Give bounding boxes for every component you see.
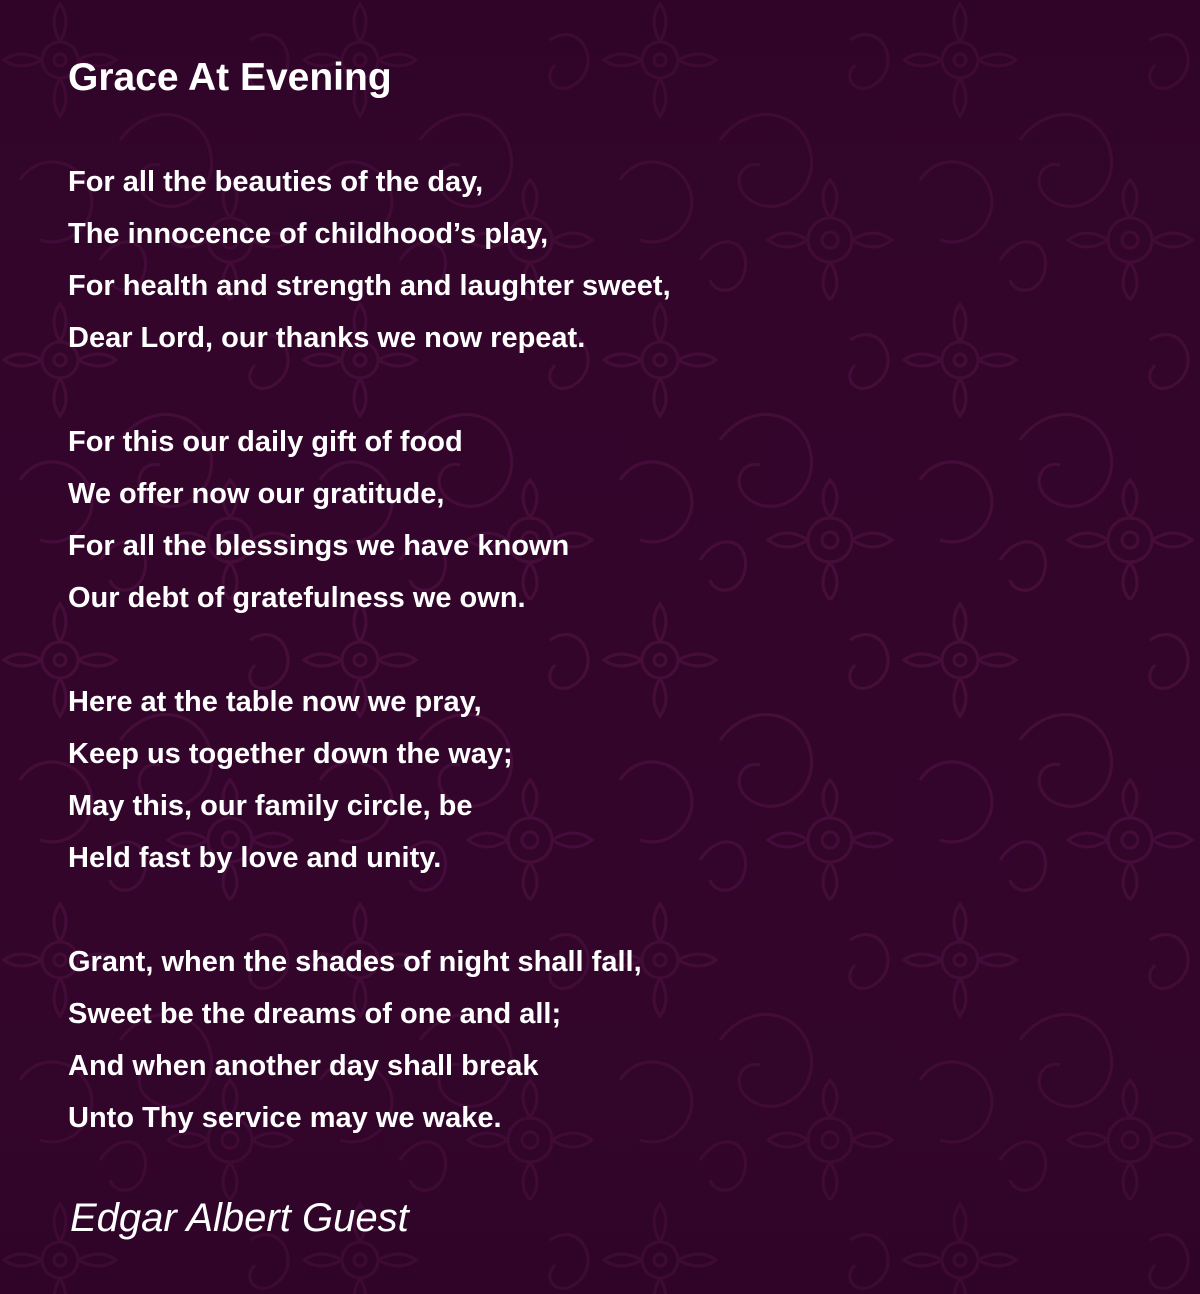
poem-author: Edgar Albert Guest [70, 1196, 409, 1240]
poem-line: Dear Lord, our thanks we now repeat. [68, 322, 586, 354]
stanza-1 [68, 156, 1148, 364]
stanza-4 [68, 936, 1148, 1144]
poem-line: Here at the table now we pray, [68, 686, 482, 718]
poem-line: Grant, when the shades of night shall fall, [68, 946, 642, 978]
poem-line: We offer now our gratitude, [68, 478, 445, 510]
poem-line: For all the beauties of the day, [68, 166, 484, 198]
stanza-3 [68, 676, 1148, 884]
poem-line: Our debt of gratefulness we own. [68, 582, 526, 614]
stanza-2 [68, 416, 1148, 624]
poem-line: Sweet be the dreams of one and all; [68, 998, 562, 1030]
poem-line: For all the blessings we have known [68, 530, 570, 562]
poem-line: May this, our family circle, be [68, 790, 473, 822]
poem-line: Unto Thy service may we wake. [68, 1102, 502, 1134]
poem-line: And when another day shall break [68, 1050, 539, 1082]
poem-line: Held fast by love and unity. [68, 842, 442, 874]
poem-line: For this our daily gift of food [68, 426, 463, 458]
poem-title: Grace At Evening [68, 56, 392, 99]
poem-line: For health and strength and laughter sweet, [68, 270, 671, 302]
poem-line: Keep us together down the way; [68, 738, 513, 770]
poem-body [68, 156, 1148, 1196]
poem-line: The innocence of childhood’s play, [68, 218, 549, 250]
